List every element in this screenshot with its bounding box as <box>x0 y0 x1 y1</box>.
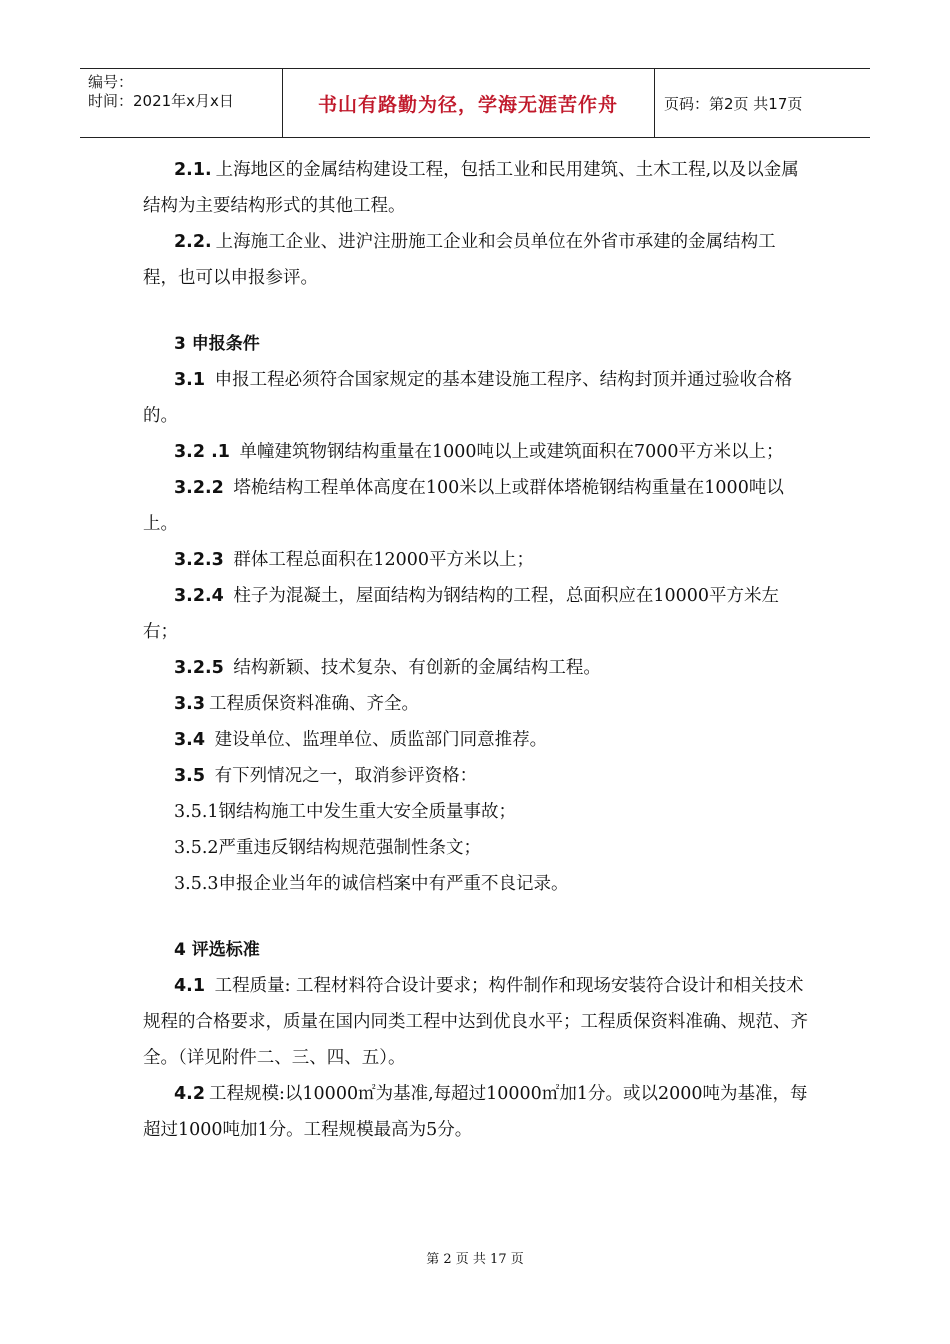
clause-3-2-4: 3.2.4 柱子为混凝土，屋面结构为钢结构的工程，总面积应在10000平方米左右； <box>143 586 780 642</box>
page-footer: 第 2 页 共 17 页 <box>426 1252 524 1267</box>
clause-3-2-5: 3.2.5 结构新颖、技术复杂、有创新的金属结构工程。 <box>174 658 601 678</box>
clause-3-3: 3.3 工程质保资料准确、齐全。 <box>174 694 420 714</box>
paragraph-2-1: 2.1. 上海地区的金属结构建设工程，包括工业和民用建筑、土木工程,以及以金属结构为主要结构形式的其他工程。 <box>143 160 799 216</box>
clause-4-2: 4.2 工程规模:以10000㎡为基准,每超过10000㎡加1分。或以2000吨为基准，每超过1000吨加1分。工程规模最高为5分。 <box>143 1084 808 1140</box>
header-divider <box>654 69 655 137</box>
document-body <box>143 152 808 1148</box>
clause-3-2-3: 3.2.3 群体工程总面积在12000平方米以上； <box>174 550 535 570</box>
date-label: 时间：2021年x月x日 <box>88 92 234 110</box>
clause-3-2-1: 3.2 .1 单幢建筑物钢结构重量在1000吨以上或建筑面积在7000平方米以上； <box>174 442 784 462</box>
header-table <box>80 68 870 138</box>
number-label: 编号： <box>88 73 134 91</box>
paragraph-2-2: 2.2. 上海施工企业、进沪注册施工企业和会员单位在外省市承建的金属结构工程，也可以申报参评。 <box>143 232 776 288</box>
header-motto: 书山有路勤为径，学海无涯苦作舟 <box>317 93 618 116</box>
clause-3-5-3: 3.5.3申报企业当年的诚信档案中有严重不良记录。 <box>174 874 569 894</box>
clause-3-2-2: 3.2.2 塔桅结构工程单体高度在100米以上或群体塔桅钢结构重量在1000吨以上。 <box>143 478 784 534</box>
clause-3-5: 3.5 有下列情况之一，取消参评资格： <box>174 766 478 786</box>
header-page-info: 页码：第2页 共17页 <box>664 94 803 113</box>
clause-3-5-1: 3.5.1钢结构施工中发生重大安全质量事故； <box>174 802 517 822</box>
section-heading-3: 3 申报条件 <box>174 334 260 354</box>
clause-3-4: 3.4 建设单位、监理单位、质监部门同意推荐。 <box>174 730 548 750</box>
clause-4-1: 4.1 工程质量: 工程材料符合设计要求；构件制作和现场安装符合设计和相关技术规程的合格要求，质量在国内同类工程中达到优良水平；工程质保资料准确、规范、齐全。（详见附件二、三、四、五）。 <box>143 976 808 1068</box>
clause-3-1: 3.1 申报工程必须符合国家规定的基本建设施工程序、结构封顶并通过验收合格的。 <box>143 370 793 426</box>
section-heading-4: 4 评选标准 <box>174 940 260 960</box>
header-left-cell <box>88 73 278 111</box>
clause-3-5-2: 3.5.2严重违反钢结构规范强制性条文； <box>174 838 482 858</box>
